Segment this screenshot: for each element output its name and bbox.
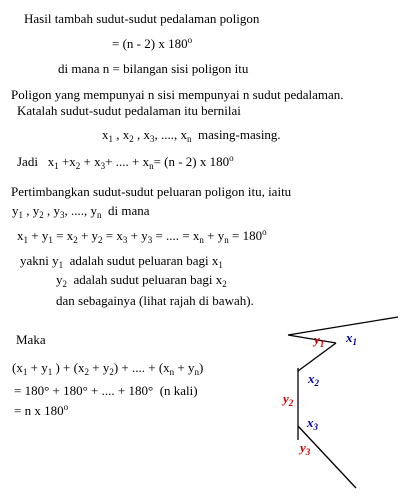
where-n-text: di mana n = bilangan sisi poligon itu	[58, 61, 249, 76]
y-list: $y_1$ , $y_2$ , $y_3$, ...., $y_n$ di mana	[12, 203, 150, 220]
yakni-line: yakni $y_1$ adalah sudut peluaran bagi $x_1$	[20, 253, 223, 270]
maka-label: Maka	[16, 332, 46, 347]
x2-label: $x_2$	[308, 371, 319, 388]
para2-line1: Pertimbangkan sudut-sudut peluaran poligon itu, iaitu	[11, 184, 292, 199]
x-list: $x_1$ , $x_2$ , $x_3$, ...., $x_n$ masing-masing.	[102, 127, 281, 144]
y1-label: $y_1$	[314, 332, 325, 349]
polygon-side-3	[298, 343, 336, 371]
sum-line3: = n x 180$^o$	[14, 402, 69, 418]
para1-line1: Poligon yang mempunyai n sisi mempunyai n sudut pedalaman.	[11, 87, 344, 102]
sum-line1: ($x_1 + y_1$ ) + $(x_2 + y_2)$ + .... + $(x_n + y_n)$	[12, 360, 204, 377]
y2-label: $y_2$	[283, 391, 294, 408]
polygon-side-1	[288, 317, 398, 335]
y2-line: $y_2$ adalah sudut peluaran bagi $x_2$	[56, 272, 227, 289]
sum-line2: = 180° + 180° + .... + 180° (n kali)	[14, 383, 198, 398]
and-so-on: dan sebagainya (lihat rajah di bawah).	[56, 293, 254, 308]
y3-label: $y_3$	[300, 440, 311, 457]
polygon-side-2	[288, 335, 336, 343]
xy-equation: $x_1 + y_1 = x_2 + y_2 = x_3 + y_3$ = .... = $x_n + y_n = 180^o$	[17, 227, 267, 245]
polygon-side-5	[298, 426, 356, 488]
x3-label: $x_3$	[307, 415, 318, 432]
para1-line2: Katalah sudut-sudut pedalaman itu bernilai	[17, 103, 241, 118]
heading: Hasil tambah sudut-sudut pedalaman poligon	[24, 11, 260, 26]
formula-main: = (n - 2) x 180$^o$	[112, 35, 193, 51]
jadi-equation: Jadi $x_1 +x_2 + x_3+$ .... + $x_n= (n - 2)$ x 180$^o$	[17, 153, 234, 171]
x1-label: $x_1$	[346, 330, 357, 347]
